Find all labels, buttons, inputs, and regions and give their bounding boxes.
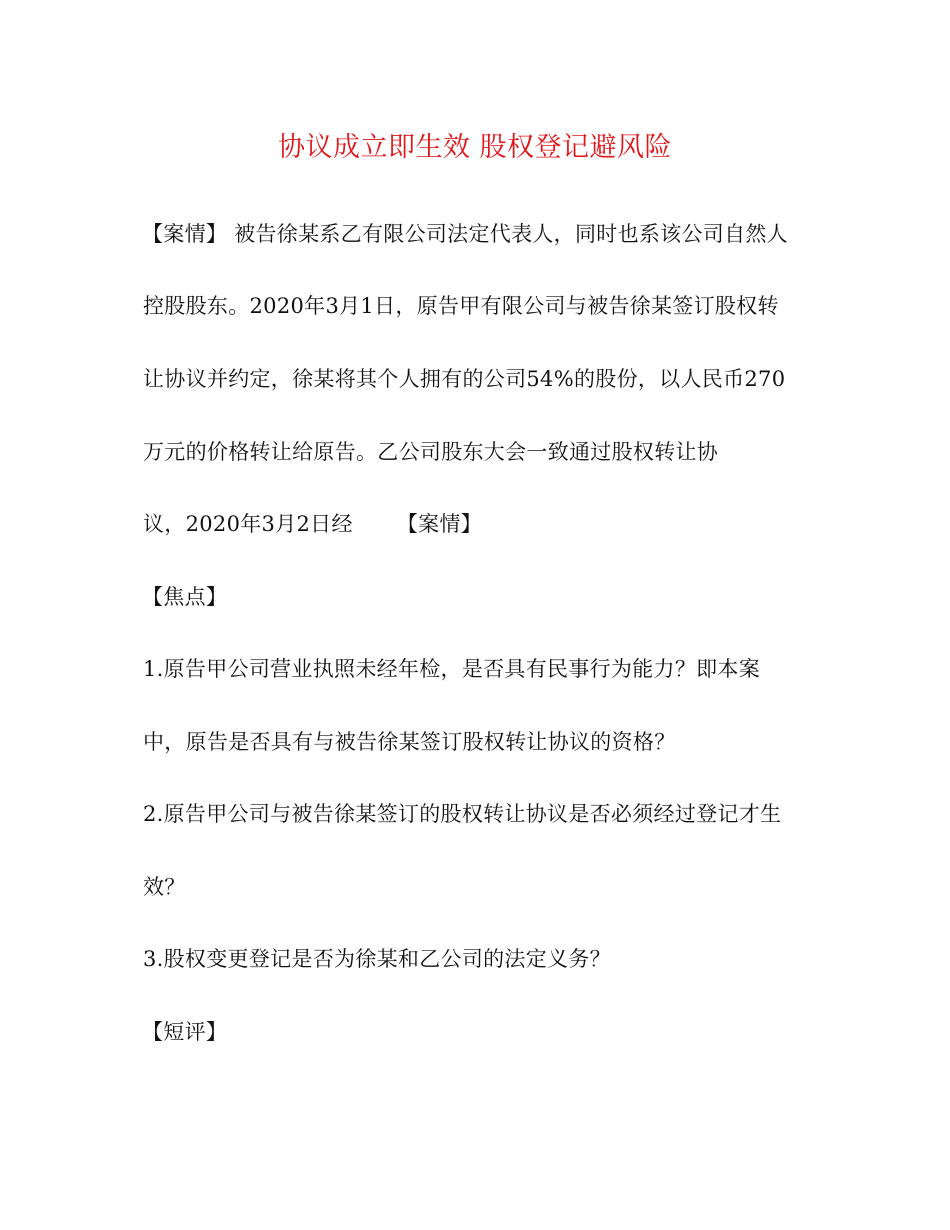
focus-item-3: 3.股权变更登记是否为徐某和乙公司的法定义务？ [143,947,611,971]
case-paragraph-line-3: 让协议并约定，徐某将其个人拥有的公司54%的股份，以人民币270 [143,367,786,391]
case-paragraph-line-5 [143,509,482,539]
comment-heading: 【短评】 [142,1020,228,1044]
case-paragraph-line-1: 【案情】 被告徐某系乙有限公司法定代表人，同时也系该公司自然人 [142,222,788,246]
inline-case-heading: 【案情】 [396,512,482,536]
case-paragraph-line-4: 万元的价格转让给原告。乙公司股东大会一致通过股权转让协 [143,440,719,464]
focus-heading: 【焦点】 [142,585,228,609]
focus-item-1-line-2: 中，原告是否具有与被告徐某签订股权转让协议的资格？ [143,730,676,754]
case-paragraph-line-2: 控股股东。2020年3月1日，原告甲有限公司与被告徐某签订股权转 [143,294,779,318]
document-title: 协议成立即生效 股权登记避风险 [277,132,673,163]
case-paragraph-line-5-text: 议，2020年3月2日经 [143,512,353,536]
focus-item-2-line-2: 效？ [143,875,186,899]
focus-item-2-line-1: 2.原告甲公司与被告徐某签订的股权转让协议是否必须经过登记才生 [143,802,782,826]
focus-item-1-line-1: 1.原告甲公司营业执照未经年检，是否具有民事行为能力？即本案 [143,657,761,681]
